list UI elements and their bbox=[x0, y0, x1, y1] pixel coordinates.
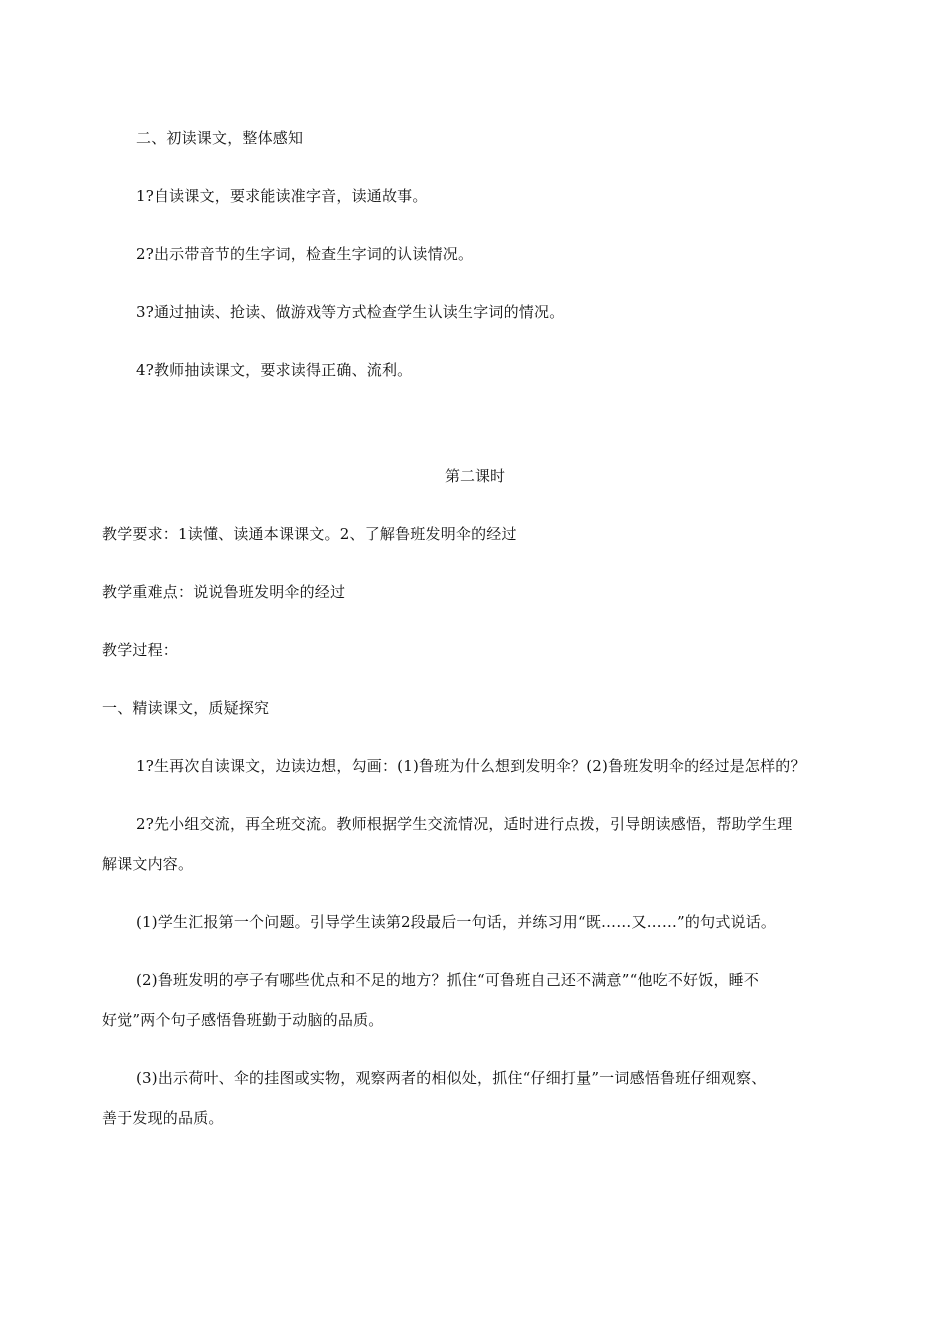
step-item: 2?先小组交流，再全班交流。教师根据学生交流情况，适时进行点拨，引导朗读感悟，帮助学生理 bbox=[136, 815, 793, 833]
sub-item: (1)学生汇报第一个问题。引导学生读第2段最后一句话，并练习用“既……又……”的句式说话。 bbox=[136, 913, 777, 931]
section-heading: 二、初读课文，整体感知 bbox=[136, 129, 304, 147]
list-item: 4?教师抽读课文，要求读得正确、流利。 bbox=[136, 361, 413, 379]
list-item: 1?自读课文，要求能读准字音，读通故事。 bbox=[136, 187, 428, 205]
step-item: 1?生再次自读课文，边读边想，勾画：(1)鲁班为什么想到发明伞？(2)鲁班发明伞的经过是怎样的？ bbox=[136, 757, 806, 775]
teaching-requirements: 教学要求：1读懂、读通本课课文。2、了解鲁班发明伞的经过 bbox=[102, 525, 517, 543]
list-item: 3?通过抽读、抢读、做游戏等方式检查学生认读生字词的情况。 bbox=[136, 303, 565, 321]
sub-item: (3)出示荷叶、伞的挂图或实物，观察两者的相似处，抓住“仔细打量”一词感悟鲁班仔细观察、 bbox=[136, 1069, 767, 1087]
lesson-title: 第二课时 bbox=[444, 467, 505, 485]
teaching-process-label: 教学过程： bbox=[102, 641, 179, 659]
sub-item-continuation: 好觉”两个句子感悟鲁班勤于动脑的品质。 bbox=[102, 1011, 384, 1029]
step-item-continuation: 解课文内容。 bbox=[102, 855, 194, 873]
part-heading: 一、精读课文，质疑探究 bbox=[102, 699, 270, 717]
sub-item: (2)鲁班发明的亭子有哪些优点和不足的地方？抓住“可鲁班自己还不满意”“他吃不好饭，睡不 bbox=[136, 971, 760, 989]
teaching-key-points: 教学重难点：说说鲁班发明伞的经过 bbox=[102, 583, 346, 601]
list-item: 2?出示带音节的生字词，检查生字词的认读情况。 bbox=[136, 245, 474, 263]
sub-item-continuation: 善于发现的品质。 bbox=[102, 1109, 224, 1127]
